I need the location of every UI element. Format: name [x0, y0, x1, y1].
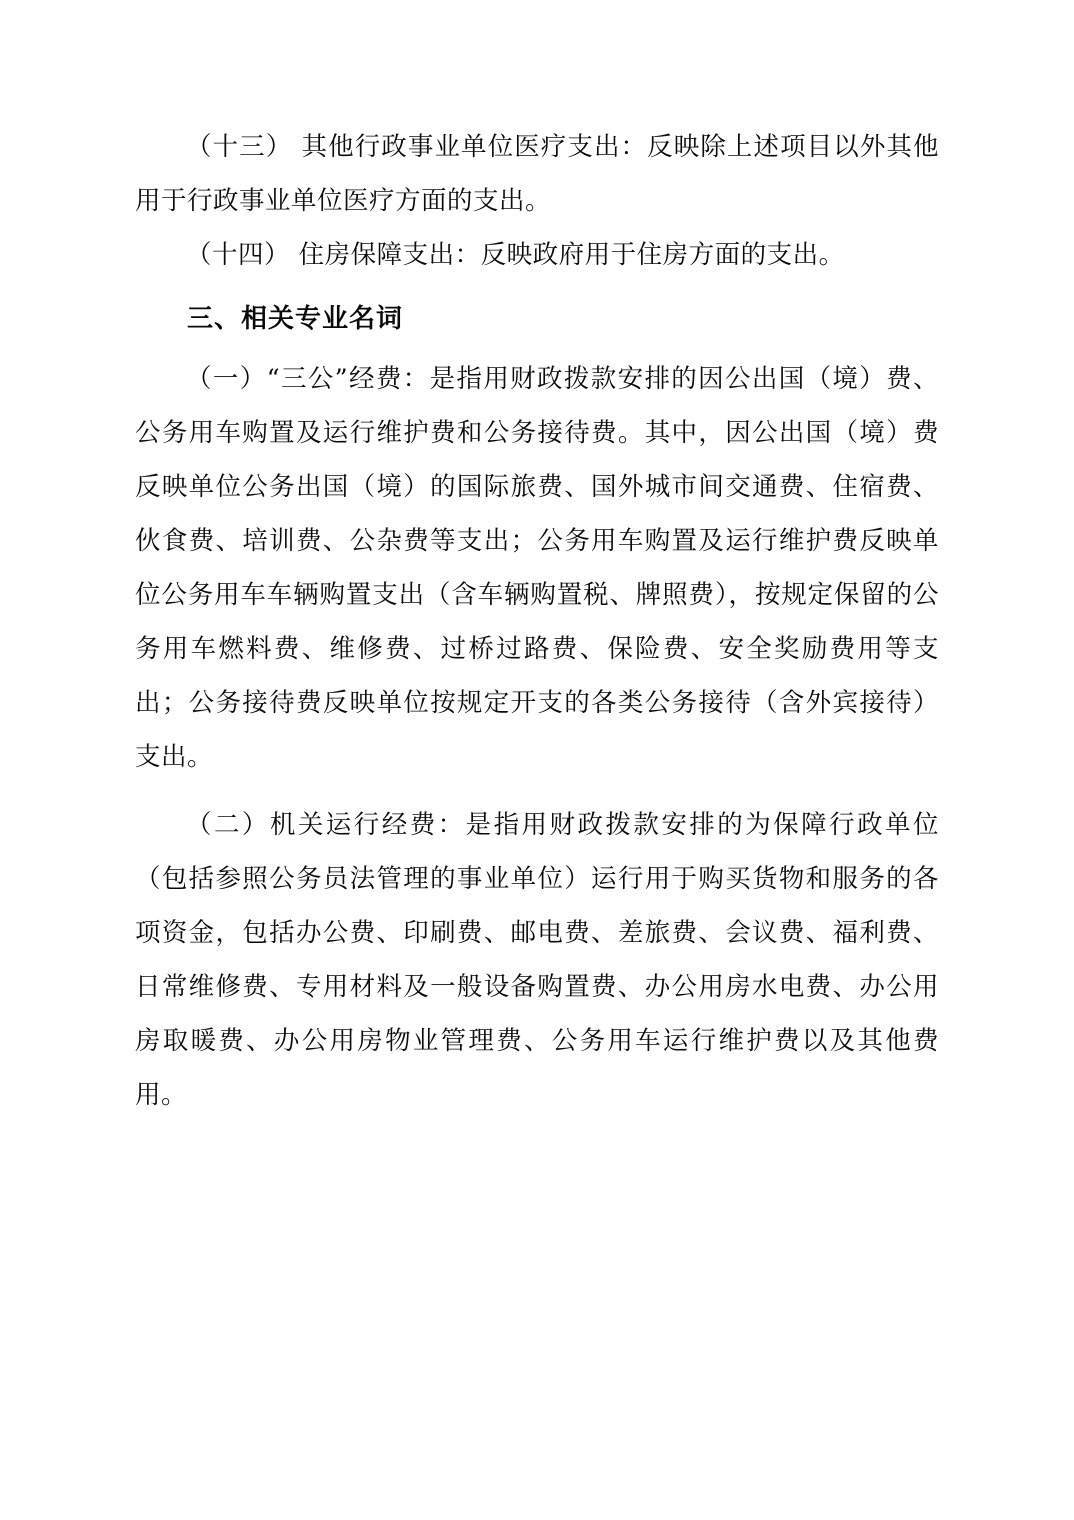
document-body [135, 120, 939, 1122]
paragraph-term-one: （一）“三公”经费：是指用财政拨款安排的因公出国（境）费、公务用车购置及运行维护费和公务接待费。其中，因公出国（境）费反映单位公务出国（境）的国际旅费、国外城市间交通费、住宿费、伙食费、培训费、公杂费等支出；公务用车购置及运行维护费反映单位公务用车车辆购置支出（含车辆购置税、牌照费），按规定保留的公务用车燃料费、维修费、过桥过路费、保险费、安全奖励费用等支出；公务接待费反映单位按规定开支的各类公务接待（含外宾接待）支出。 [135, 364, 939, 772]
paragraph-term-two: （二）机关运行经费：是指用财政拨款安排的为保障行政单位（包括参照公务员法管理的事业单位）运行用于购买货物和服务的各项资金，包括办公费、印刷费、邮电费、差旅费、会议费、福利费、日常维修费、专用材料及一般设备购置费、办公用房水电费、办公用房取暖费、办公用房物业管理费、公务用车运行维护费以及其他费用。 [135, 810, 939, 1110]
section-heading-three: 三、相关专业名词 [187, 304, 404, 334]
paragraph-item-13: （十三） 其他行政事业单位医疗支出：反映除上述项目以外其他用于行政事业单位医疗方面的支出。 [135, 132, 939, 216]
paragraph-item-14: （十四） 住房保障支出：反映政府用于住房方面的支出。 [186, 240, 845, 270]
